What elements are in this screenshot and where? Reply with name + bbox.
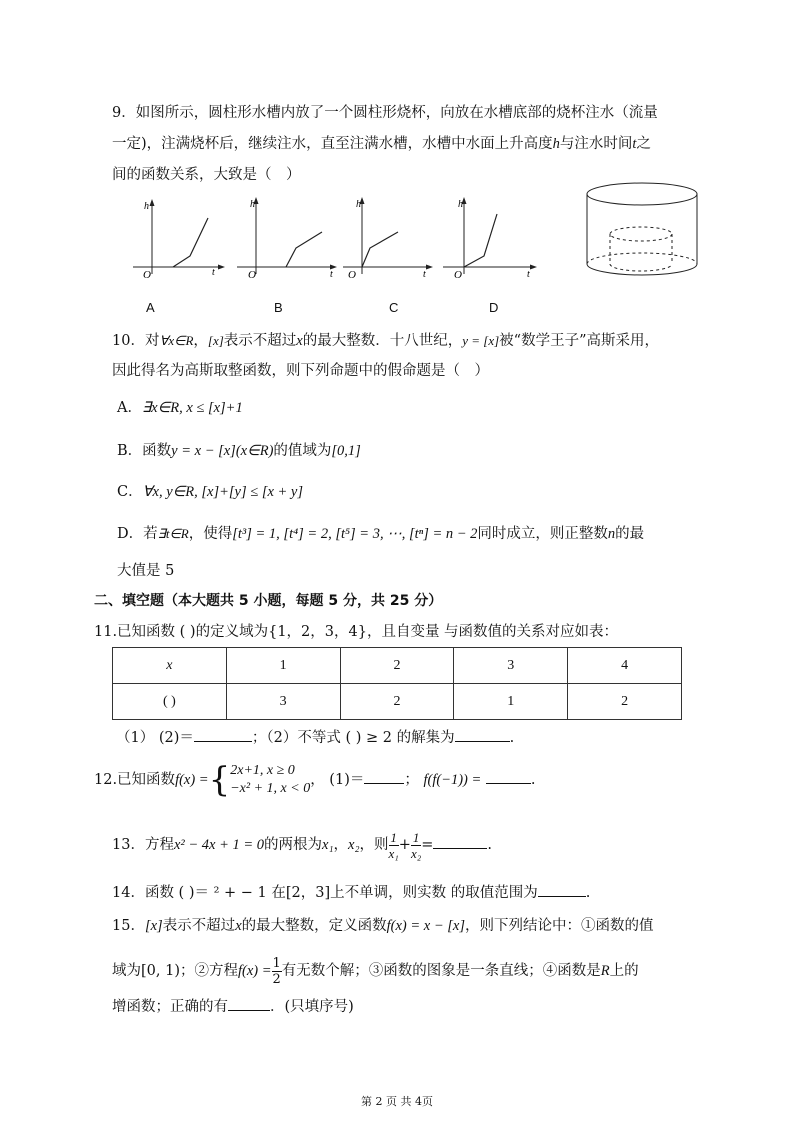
q14-line: 14．函数 ( )＝ ² + − 1 在[2，3]上不单调，则实数 的取值范围为 .: [112, 882, 590, 903]
q15-line1: 15．[x]表示不超过x的最大整数，定义函数f(x) = x − [x]，则下列结论中：①函数的值: [112, 918, 654, 934]
q9-line2: 一定)，注满烧杯后，继续注水，直至注满水槽，水槽中水面上升高度h与注水时间t之: [112, 136, 651, 152]
q9-line1: 9．如图所示，圆柱形水槽内放了一个圆柱形烧杯，向放在水槽底部的烧杯注水（流量: [112, 105, 658, 121]
graph-b: [234, 196, 339, 281]
graph-c: [340, 196, 435, 281]
q10-line1: 10．对∀x∈R，[x]表示不超过x的最大整数．十八世纪，y = [x]被“数学王子”高斯采用，: [112, 333, 659, 349]
q11-subquestions: （1） (2)＝ ；（2）不等式 ( ) ≥ 2 的解集为 .: [116, 727, 514, 748]
piecewise-brace: {: [208, 760, 231, 800]
graph-c-label: C: [389, 300, 399, 315]
table-cell: 2: [340, 648, 454, 684]
table-cell: 2: [340, 684, 454, 720]
graph-a-label: A: [146, 300, 155, 315]
answer-blank[interactable]: [364, 769, 404, 784]
fraction: $\frac{1}{\text{x₁}}$: [388, 829, 399, 861]
answer-blank[interactable]: [433, 834, 487, 849]
answer-blank[interactable]: [538, 882, 586, 897]
table-cell: ( ): [113, 684, 227, 720]
table-row: [113, 684, 682, 720]
graph-c-h-label: h: [356, 199, 361, 210]
table-cell: 4: [568, 648, 682, 684]
answer-blank[interactable]: [194, 727, 252, 742]
answer-blank[interactable]: [455, 727, 510, 742]
fraction: $\frac{1}{\text{x₂}}$: [410, 829, 422, 861]
graph-d-origin: O: [454, 269, 462, 281]
q10-option-a: A．∃x∈R, x ≤ [x]+1: [117, 400, 243, 416]
q10-line2: 因此得名为高斯取整函数，则下列命题中的假命题是（ ）: [112, 363, 489, 379]
graph-a-h-label: h: [144, 201, 149, 212]
table-cell: x: [113, 648, 227, 684]
graph-d-t-label: t: [527, 269, 530, 280]
q11-stem: 11.已知函数 ( )的定义域为{1，2，3，4}，且自变量 与函数值的关系对应如表：: [94, 624, 619, 640]
cylinder-tank-figure: [584, 180, 702, 280]
graph-b-h-label: h: [250, 199, 255, 210]
q9-line3: 间的函数关系，大致是（ ）: [112, 167, 301, 183]
table-cell: 3: [454, 648, 568, 684]
q15-line2: 域为[0, 1)；②方程f(x) = $\frac{1}{2}$ 有无数个解；③函数的图象是一条直线；④函数是R上的: [112, 955, 639, 987]
answer-blank[interactable]: [486, 769, 531, 784]
graph-d-h-label: h: [458, 199, 463, 210]
q12-line: 12.已知函数f(x) ={ 2x+1, x ≥ 0 −x² + 1, x < 0 ， (1)＝ ； f(f(−1)) = .: [94, 760, 536, 800]
graph-d-label: D: [489, 300, 499, 315]
graph-d: [440, 196, 540, 281]
q11-table: [112, 647, 682, 720]
table-cell: 1: [226, 648, 340, 684]
table-row: [113, 648, 682, 684]
graph-c-origin: O: [348, 269, 356, 281]
q10-option-d-cont: 大值是 5: [117, 563, 175, 579]
section-title-fill-in: 二、填空题（本大题共 5 小题，每题 5 分，共 25 分）: [94, 593, 443, 609]
table-cell: 2: [568, 684, 682, 720]
graph-a: [130, 198, 225, 283]
piecewise-cases: 2x+1, x ≥ 0 −x² + 1, x < 0: [230, 763, 311, 796]
q10-option-c: C．∀x, y∈R, [x]+[y] ≤ [x + y]: [117, 484, 304, 500]
table-cell: 1: [454, 684, 568, 720]
graph-b-label: B: [274, 300, 283, 315]
answer-blank[interactable]: [228, 996, 270, 1011]
page-footer: 第 2 页 共 4页: [361, 1095, 433, 1108]
graph-a-t-label: t: [212, 267, 215, 278]
graph-a-origin: O: [143, 269, 151, 281]
graph-b-origin: O: [248, 269, 256, 281]
fraction: $\frac{1}{2}$: [272, 955, 281, 987]
table-cell: 3: [226, 684, 340, 720]
graph-c-t-label: t: [423, 269, 426, 280]
q15-line3: 增函数；正确的有 ．(只填序号): [112, 996, 354, 1017]
q10-option-b: B．函数y = x − [x](x∈R)的值域为[0,1]: [117, 443, 361, 459]
q13-line: 13．方程x² − 4x + 1 = 0的两根为x₁，x₂，则 $\frac{1}{\text{x₁}}$ + $\frac{1}{\text{x₂}}$ = .: [112, 829, 493, 861]
graph-b-t-label: t: [330, 269, 333, 280]
q10-option-d: D．若∃t∈R，使得[t³] = 1, [t⁴] = 2, [t⁵] = 3, ⋯, [tⁿ] = n − 2同时成立，则正整数n的最: [117, 526, 645, 542]
